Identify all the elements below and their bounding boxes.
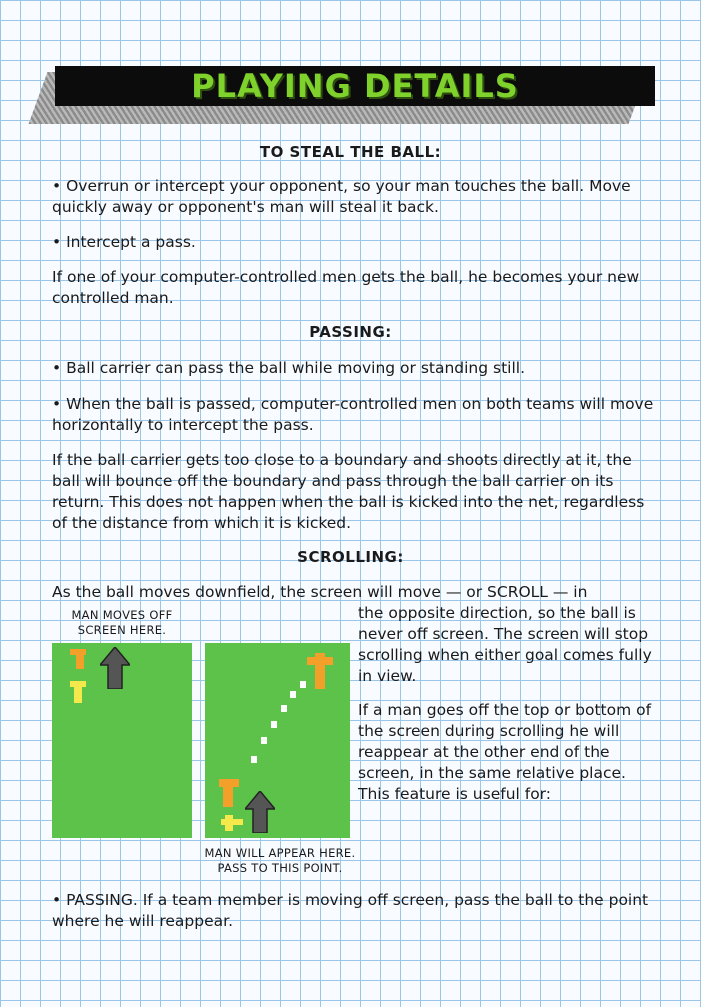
player-yellow-body [74,685,82,703]
caption-top-line-2: SCREEN HERE. [77,623,167,637]
field-before-scroll [52,643,192,838]
steal-heading: TO STEAL THE BALL: [259,143,442,161]
scrolling-column-text-1: the opposite direction, so the ball is never off screen. The screen will stop scrolling when either goal comes fully in view. [358,604,652,685]
player-yellow-bottom-body [225,815,233,831]
caption-bottom-line-2: PASS TO THIS POINT. [217,861,343,875]
scrolling-intro: As the ball moves downfield, the screen will move — or SCROLL — in [52,583,588,601]
passing-paragraph-3: If the ball carrier gets too close to a boundary and shoots directly at it, the ball will bounce off the boundary and pass through the ball carrier on its return. This does not happen when the ball is kicked into the net, regardless of the distance from which it is kicked. [52,451,645,532]
figure-caption-top [52,608,192,638]
scrolling-last-paragraph: • PASSING. If a team member is moving off screen, pass the ball to the point where he will reappear. [52,891,649,930]
caption-top-line-1: MAN MOVES OFF [71,608,173,622]
scrolling-column-text-2: If a man goes off the top or bottom of the screen during scrolling he will reappear at the other end of the screen, in the same relative place. This feature is useful for: [358,701,652,803]
caption-bottom-line-1: MAN WILL APPEAR HERE. [204,846,356,860]
ball-trail-dot [251,756,257,763]
steal-paragraph-3: If one of your computer-controlled men gets the ball, he becomes your new controlled man. [52,268,640,307]
field-after-scroll [205,643,350,838]
ball-trail-dot [271,721,277,728]
player-orange-body [76,653,84,669]
title-banner [55,66,655,106]
page-title: PLAYING DETAILS [191,67,519,105]
player-orange-bottom-body [223,783,233,807]
passing-paragraph-1: • Ball carrier can pass the ball while moving or standing still. [52,359,526,377]
ball-trail-dot [261,737,267,744]
player-orange-top-body [315,653,325,689]
ball-trail-dot [281,705,287,712]
steal-paragraph-2: • Intercept a pass. [52,233,196,251]
ball-trail-dot [300,681,306,688]
scrolling-heading: SCROLLING: [297,548,404,566]
up-arrow-icon [245,791,275,833]
steal-paragraph-1: • Overrun or intercept your opponent, so your man touches the ball. Move quickly away or opponent's man will steal it back. [52,177,631,216]
ball-trail-dot [290,691,296,698]
passing-heading: PASSING: [309,323,392,341]
figure-caption-bottom [190,846,370,876]
passing-paragraph-2: • When the ball is passed, computer-controlled men on both teams will move horizontally to intercept the pass. [52,395,654,434]
up-arrow-icon [100,647,130,689]
